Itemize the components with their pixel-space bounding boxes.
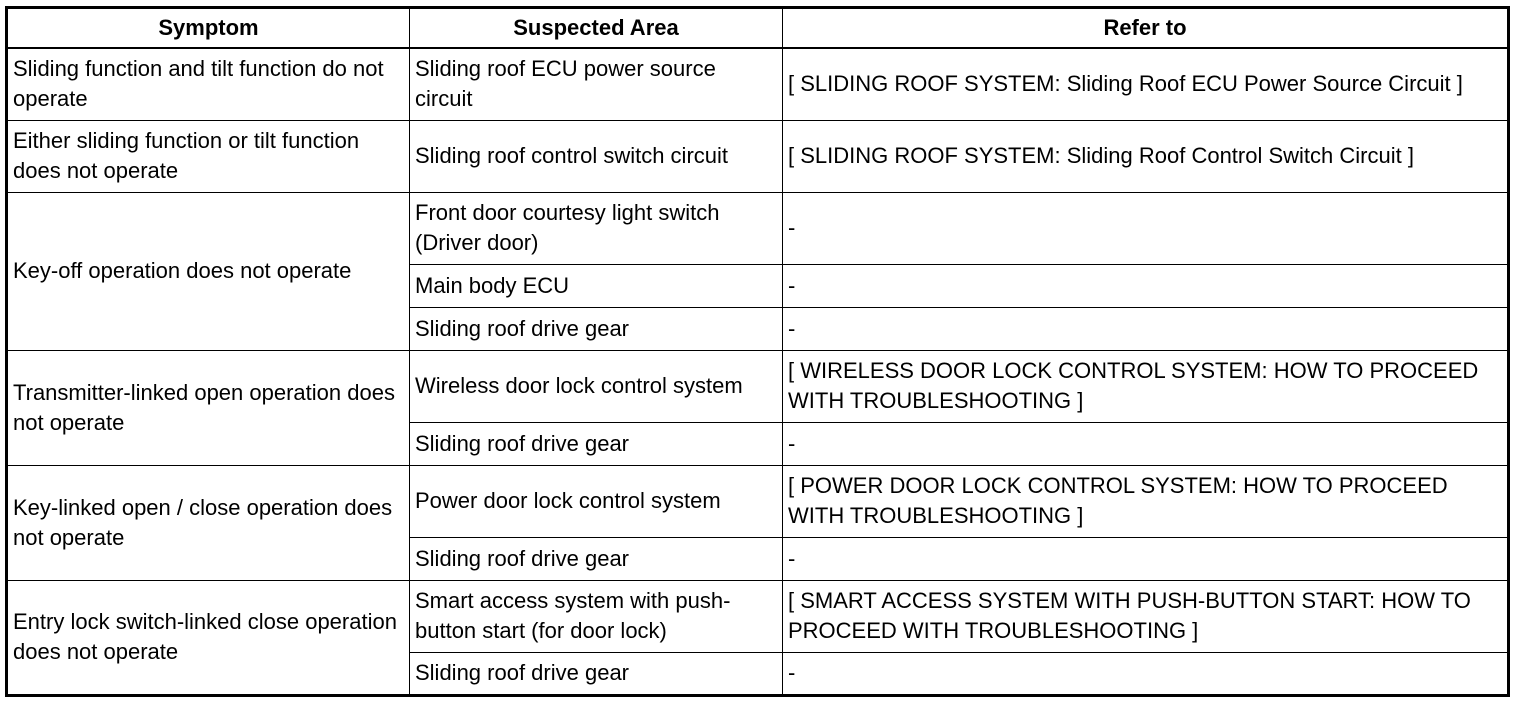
refer-to-cell: - (783, 307, 1509, 350)
refer-to-link[interactable]: [ POWER DOOR LOCK CONTROL SYSTEM: HOW TO PROCEED WITH TROUBLESHOOTING ] (783, 465, 1509, 537)
table-row (7, 120, 1509, 192)
suspected-area-cell: Power door lock control system (410, 465, 783, 537)
refer-to-cell: - (783, 422, 1509, 465)
refer-to-cell: - (783, 192, 1509, 264)
table-row (7, 192, 1509, 264)
troubleshooting-table (5, 6, 1510, 697)
table-row (7, 350, 1509, 422)
header-row (7, 8, 1509, 49)
header-symptom: Symptom (7, 8, 410, 49)
suspected-area-cell: Front door courtesy light switch (Driver door) (410, 192, 783, 264)
suspected-area-cell: Sliding roof ECU power source circuit (410, 48, 783, 120)
symptom-cell: Transmitter-linked open operation does not operate (7, 350, 410, 465)
suspected-area-cell: Sliding roof drive gear (410, 422, 783, 465)
suspected-area-cell: Main body ECU (410, 264, 783, 307)
refer-to-cell: - (783, 264, 1509, 307)
table-row (7, 48, 1509, 120)
symptom-cell: Key-off operation does not operate (7, 192, 410, 350)
refer-to-cell: - (783, 652, 1509, 695)
suspected-area-cell: Sliding roof drive gear (410, 537, 783, 580)
suspected-area-cell: Sliding roof control switch circuit (410, 120, 783, 192)
refer-to-link[interactable]: [ WIRELESS DOOR LOCK CONTROL SYSTEM: HOW TO PROCEED WITH TROUBLESHOOTING ] (783, 350, 1509, 422)
refer-to-link[interactable]: [ SLIDING ROOF SYSTEM: Sliding Roof ECU Power Source Circuit ] (783, 48, 1509, 120)
suspected-area-cell: Smart access system with push-button start (for door lock) (410, 580, 783, 652)
refer-to-link[interactable]: [ SLIDING ROOF SYSTEM: Sliding Roof Control Switch Circuit ] (783, 120, 1509, 192)
symptom-cell: Entry lock switch-linked close operation does not operate (7, 580, 410, 695)
refer-to-link[interactable]: [ SMART ACCESS SYSTEM WITH PUSH-BUTTON START: HOW TO PROCEED WITH TROUBLESHOOTING ] (783, 580, 1509, 652)
symptom-cell: Sliding function and tilt function do not operate (7, 48, 410, 120)
suspected-area-cell: Wireless door lock control system (410, 350, 783, 422)
refer-to-cell: - (783, 537, 1509, 580)
suspected-area-cell: Sliding roof drive gear (410, 307, 783, 350)
header-refer-to: Refer to (783, 8, 1509, 49)
symptom-cell: Either sliding function or tilt function does not operate (7, 120, 410, 192)
table-row (7, 465, 1509, 537)
table-row (7, 580, 1509, 652)
header-suspected-area: Suspected Area (410, 8, 783, 49)
symptom-cell: Key-linked open / close operation does not operate (7, 465, 410, 580)
suspected-area-cell: Sliding roof drive gear (410, 652, 783, 695)
